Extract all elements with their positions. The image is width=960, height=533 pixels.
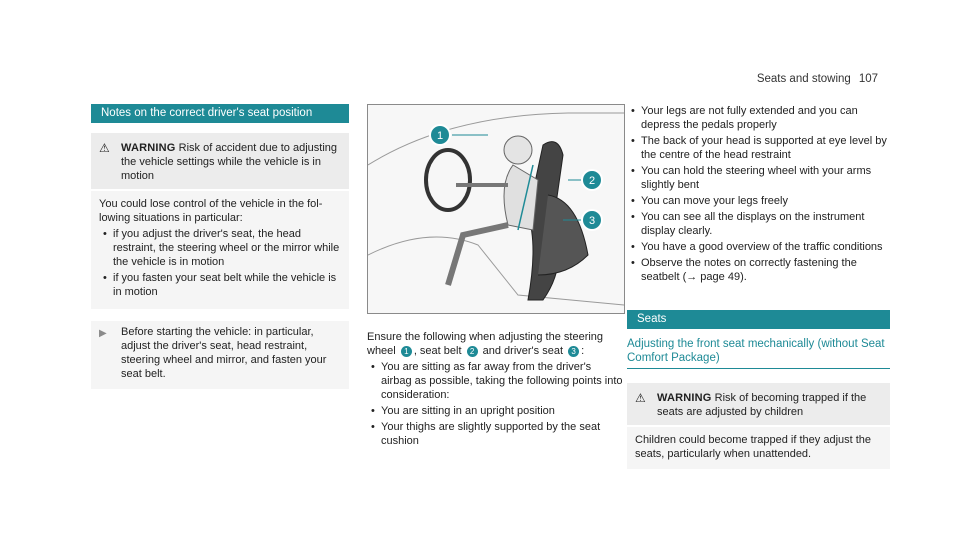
driver-seat-drawing <box>368 105 624 313</box>
list-item: • if you adjust the driver's seat, the head restraint, the steering wheel or the mirror while the vehicle is in motion <box>113 227 341 269</box>
page-header <box>757 73 878 85</box>
callout-number-2: 2 <box>467 346 478 357</box>
section-name: Seats and stowing <box>756 73 851 85</box>
list-item: • if you fasten your seat belt while the vehicle is in motion <box>113 271 341 299</box>
seat-checklist <box>367 360 623 448</box>
intro-paragraph: Ensure the following when adjusting the steering wheel 1 , seat belt 2 and driver's seat 3 : <box>367 331 604 357</box>
svg-text:3: 3 <box>588 215 596 227</box>
warning-text: Risk of accident due to adjusting the vehicle settings while the vehicle is in motion <box>121 142 338 182</box>
list-item: • You can hold the steering wheel with your arms slightly bent <box>641 164 890 192</box>
warning-label: WARNING <box>121 142 176 154</box>
list-item: • The back of your head is supported at eye level by the centre of the head restraint <box>641 134 890 162</box>
warning-label: WARNING <box>657 392 712 404</box>
list-item: • You can move your legs freely <box>641 194 890 208</box>
driver-seat-illustration <box>367 104 625 314</box>
column-middle <box>367 104 623 450</box>
note-box <box>91 321 349 389</box>
callout-2 <box>582 170 602 190</box>
section-bar-seats: Seats <box>627 310 890 329</box>
seat-checklist-continued <box>627 104 890 284</box>
subheading-front-seat: Adjusting the front seat mechanically (without Seat Comfort Package) <box>627 337 890 369</box>
list-item: • Your legs are not fully extended and you can depress the pedals properly <box>641 104 890 132</box>
warning-triangle-icon: ⚠ <box>635 391 646 405</box>
column-left <box>91 104 349 389</box>
warning-text: Risk of becoming trapped if the seats are adjusted by children <box>657 392 867 418</box>
list-item: • You are sitting in an upright position <box>381 404 623 418</box>
section-bar-seat-position: Notes on the correct driver's seat position <box>91 104 349 123</box>
callout-number-1: 1 <box>401 346 412 357</box>
list-item: • You are sitting as far away from the driver's airbag as possible, taking the following points into consideration: <box>381 360 623 402</box>
svg-text:1: 1 <box>436 130 444 142</box>
svg-text:2: 2 <box>588 175 596 187</box>
warning-list <box>99 227 341 299</box>
page-number: 107 <box>858 73 878 85</box>
warning-triangle-icon: ⚠ <box>99 141 110 155</box>
list-item: • You have a good overview of the traffic conditions <box>641 240 890 254</box>
list-item: • Observe the notes on correctly fastening the seatbelt (→ page 49). <box>641 256 890 284</box>
callout-3 <box>582 210 602 230</box>
warning-box <box>91 133 349 309</box>
note-arrow-icon: ▶ <box>99 328 107 339</box>
callout-1 <box>430 125 450 145</box>
column-right <box>627 104 890 469</box>
warning-body: You could lose control of the vehicle in the following situations in particular: <box>99 198 323 224</box>
list-item: • You can see all the displays on the instrument display clearly. <box>641 210 890 238</box>
warning-body: Children could become trapped if they adjust the seats, particularly when unattended. <box>635 434 872 460</box>
list-item: • Your thighs are slightly supported by the seat cushion <box>381 420 623 448</box>
note-text: Before starting the vehicle: in particular, adjust the driver's seat, head restraint, steering wheel and mirror, and fasten your seat belt. <box>121 326 327 380</box>
warning-box <box>627 383 890 469</box>
callout-number-3: 3 <box>568 346 579 357</box>
